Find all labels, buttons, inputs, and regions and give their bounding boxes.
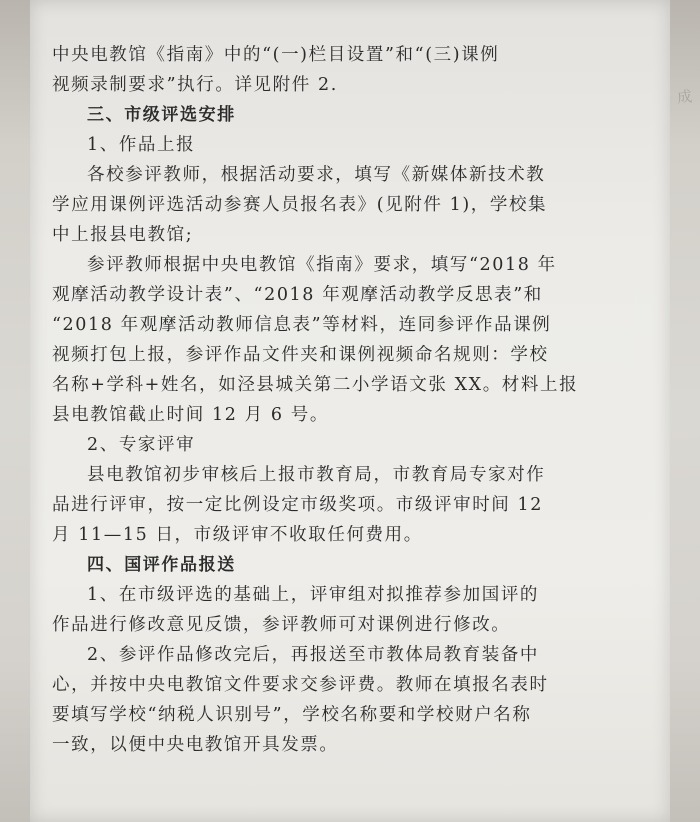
text-line: 2、参评作品修改完后，再报送至市教体局教育装备中: [87, 645, 540, 665]
document-body: [52, 40, 622, 760]
text-line: 1、在市级评选的基础上，评审组对拟推荐参加国评的: [87, 585, 540, 605]
text-line: 1、作品上报: [87, 135, 196, 155]
text-line: 中央电教馆《指南》中的“(一)栏目设置”和“(三)课例: [52, 45, 500, 65]
text-line: “2018 年观摩活动教师信息表”等材料，连同参评作品课例: [52, 315, 552, 335]
text-line: 要填写学校“纳税人识别号”，学校名称要和学校财户名称: [52, 705, 532, 725]
text-line: 观摩活动教学设计表”、“2018 年观摩活动教学反思表”和: [52, 285, 543, 305]
text-line: 一致，以便中央电教馆开具发票。: [52, 735, 339, 755]
text-line: 作品进行修改意见反馈，参评教师可对课例进行修改。: [52, 615, 511, 635]
text-line: 名称+学科+姓名，如泾县城关第二小学语文张 XX。材料上报: [52, 375, 579, 395]
text-line: 学应用课例评选活动参赛人员报名表》(见附件 1)，学校集: [52, 195, 548, 215]
text-line: 月 11—15 日，市级评审不收取任何费用。: [52, 525, 423, 545]
text-line: 视频录制要求”执行。详见附件 2.: [52, 75, 338, 95]
section-heading: 三、市级评选安排: [87, 105, 236, 125]
text-line: 中上报县电教馆;: [52, 225, 194, 245]
text-line: 视频打包上报，参评作品文件夹和课例视频命名规则：学校: [52, 345, 549, 365]
text-line: 品进行评审，按一定比例设定市级奖项。市级评审时间 12: [52, 495, 544, 515]
text-line: 各校参评教师，根据活动要求，填写《新媒体新技术教: [87, 165, 546, 185]
text-line: 2、专家评审: [87, 435, 196, 455]
text-line: 参评教师根据中央电教馆《指南》要求，填写“2018 年: [87, 255, 557, 275]
section-heading: 四、国评作品报送: [87, 555, 236, 575]
text-line: 县电教馆初步审核后上报市教育局，市教育局专家对作: [87, 465, 546, 485]
side-mark: 成: [676, 87, 693, 107]
text-line: 心，并按中央电教馆文件要求交参评费。教师在填报名表时: [52, 675, 549, 695]
text-line: 县电教馆截止时间 12 月 6 号。: [52, 405, 329, 425]
